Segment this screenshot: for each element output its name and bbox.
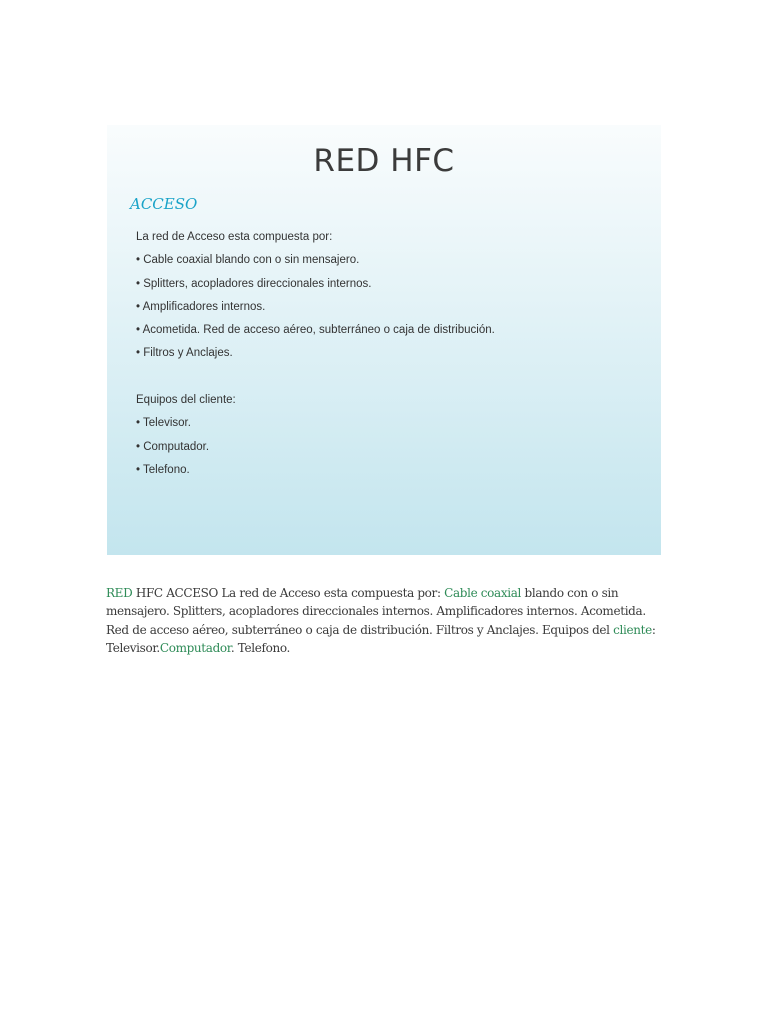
- access-item: • Splitters, acopladores direccionales internos.: [136, 277, 372, 290]
- access-item: • Cable coaxial blando con o sin mensajero.: [136, 254, 360, 267]
- caption-text: : Televisor.: [106, 622, 656, 655]
- slide-intro: La red de Acceso esta compuesta por:: [136, 231, 333, 243]
- access-item: • Filtros y Anclajes.: [136, 347, 233, 360]
- access-item: • Acometida. Red de acceso aéreo, subterráneo o caja de distribución.: [136, 324, 495, 337]
- slide-subtitle: ACCESO: [130, 195, 198, 213]
- caption-text: HFC ACCESO La red de Acceso esta compuesta por:: [132, 586, 445, 600]
- spacer: [136, 366, 646, 389]
- caption-text: . Telefono.: [230, 640, 290, 655]
- client-heading: Equipos del cliente:: [136, 394, 236, 407]
- link-computador[interactable]: Computador: [159, 640, 231, 655]
- slide-image: [107, 125, 661, 555]
- client-item: • Telefono.: [136, 463, 190, 476]
- access-item: • Amplificadores internos.: [136, 300, 266, 313]
- client-item: • Computador.: [136, 440, 210, 453]
- link-cliente[interactable]: cliente: [613, 622, 652, 637]
- link-red[interactable]: RED: [106, 586, 133, 600]
- link-cable-coaxial[interactable]: Cable coaxial: [444, 586, 522, 600]
- slide-title: RED HFC: [313, 143, 455, 179]
- slide-body: [136, 226, 646, 482]
- client-item: • Televisor.: [136, 417, 191, 430]
- caption-text: blando con o sin mensajero. Splitters, acopladores direccionales internos. Amplificadores internos. Acometida. Red de acceso aéreo, subterráneo o caja de distribución. Filtros y Anclajes. Equipos del: [106, 586, 646, 637]
- slide-caption-text: [106, 584, 666, 657]
